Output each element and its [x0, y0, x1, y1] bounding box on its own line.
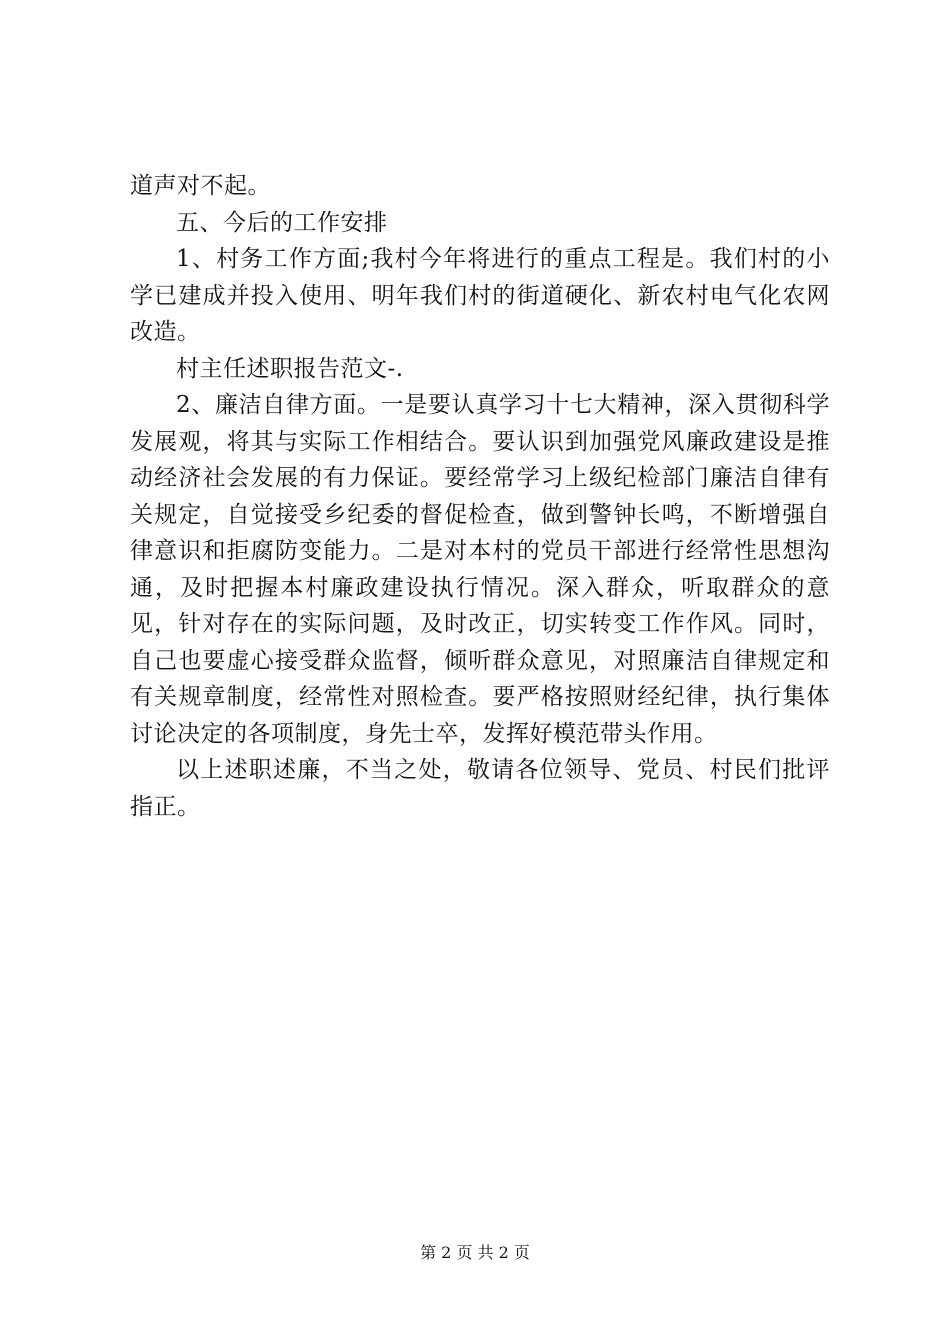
paragraph-integrity: 2、廉洁自律方面。一是要认真学习十七大精神，深入贯彻科学发展观，将其与实际工作相结合。要认识到加强党风廉政建设是推动经济社会发展的有力保证。要经常学习上级纪检部门廉洁自律有关规定，自觉接受乡纪委的督促检查，做到警钟长鸣，不断增强自律意识和拒腐防变能力。二是对本村的党员干部进行经常性思想沟通，及时把握本村廉政建设执行情况。深入群众，听取群众的意见，针对存在的实际问题，及时改正，切实转变工作作风。同时，自己也要虚心接受群众监督，倾听群众意见，对照廉洁自律规定和有关规章制度，经常性对照检查。要严格按照财经纪律，执行集体讨论决定的各项制度，身先士卒，发挥好模范带头作用。 [130, 392, 830, 747]
paragraph-village-affairs: 1、村务工作方面;我村今年将进行的重点工程是。我们村的小学已建成并投入使用、明年我们村的街道硬化、新农村电气化农网改造。 [130, 246, 830, 345]
paragraph-continuation: 道声对不起。 [130, 173, 271, 199]
page-number-footer: 第 2 页 共 2 页 [420, 1243, 530, 1262]
paragraph-closing: 以上述职述廉，不当之处，敬请各位领导、党员、村民们批评指正。 [130, 757, 830, 820]
paragraph-inserted-title: 村主任述职报告范文-. [176, 355, 404, 382]
section-heading: 五、今后的工作安排 [176, 209, 388, 236]
document-body [130, 168, 830, 825]
